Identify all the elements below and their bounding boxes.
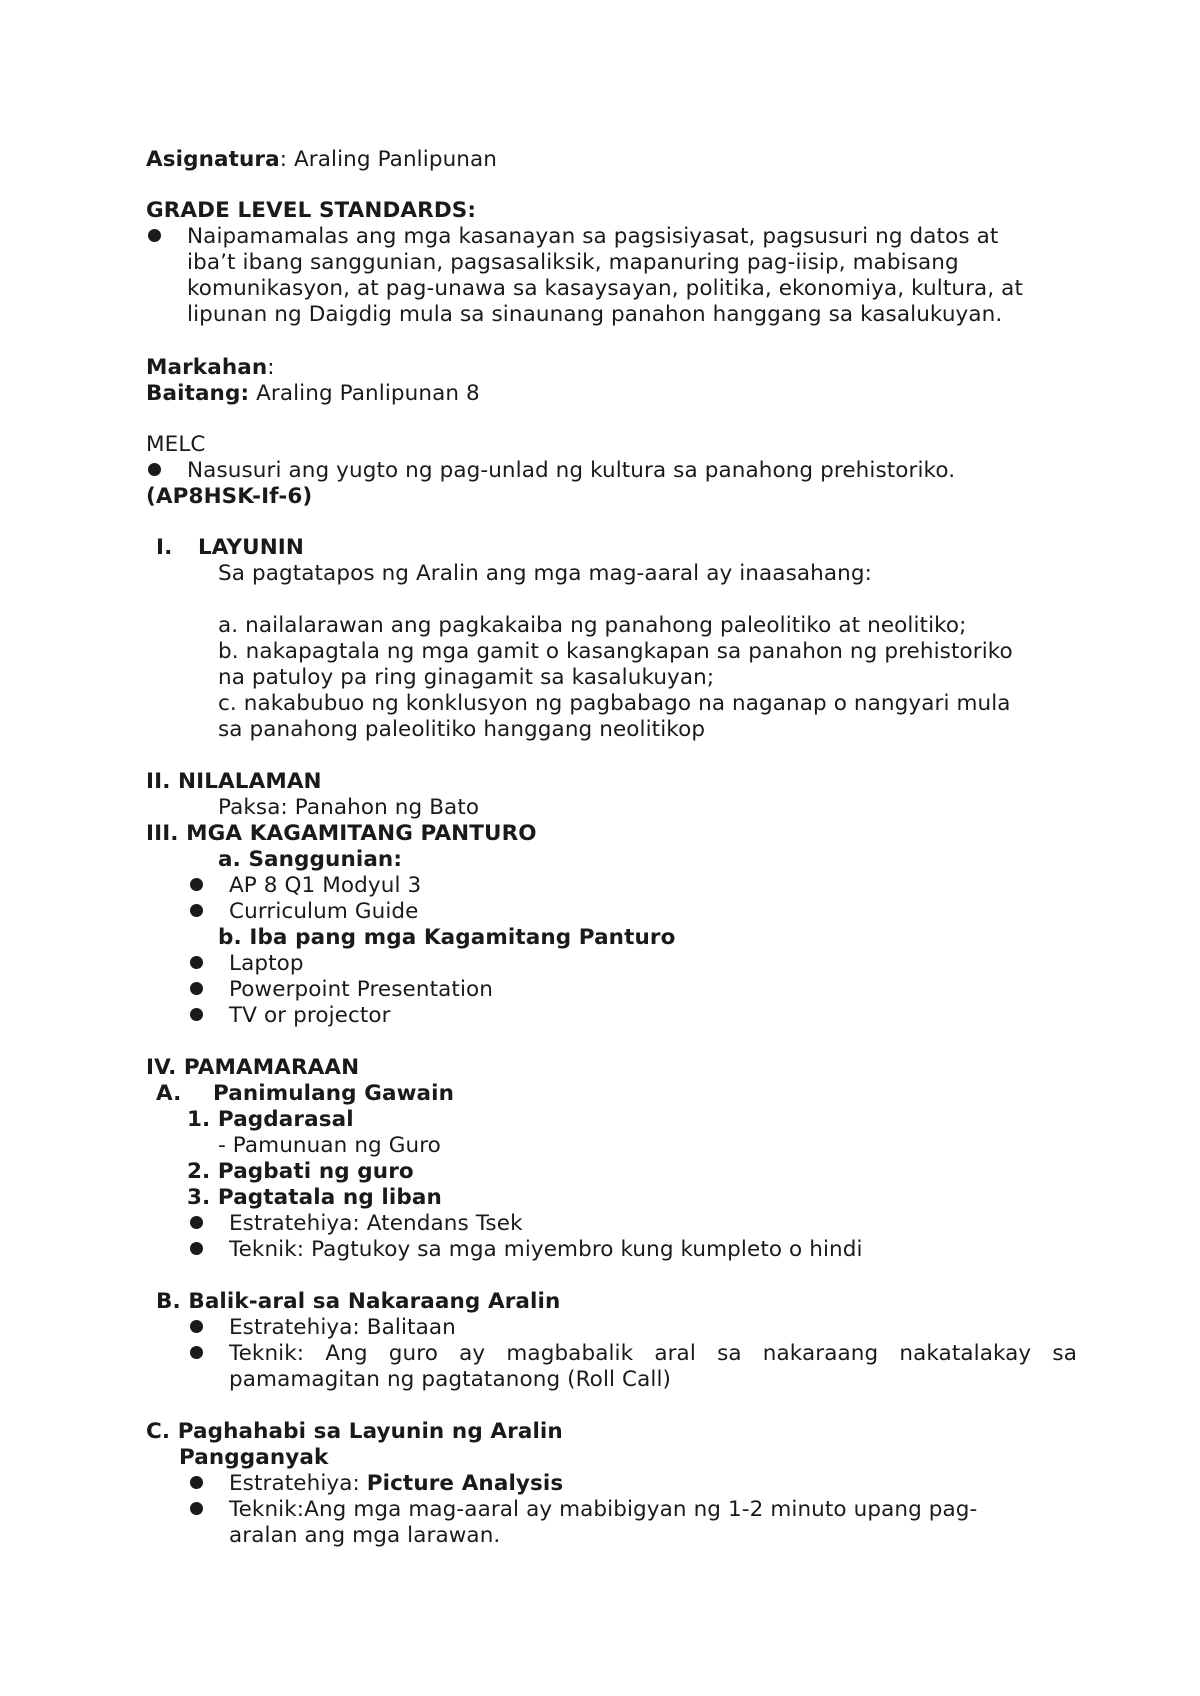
bullet-icon [190, 1320, 203, 1333]
kagamitan-item: TV or projector [229, 1003, 391, 1028]
bullet-icon [190, 904, 203, 917]
estratehiya-value: Picture Analysis [366, 1471, 564, 1496]
bullet-icon [190, 1476, 203, 1489]
sanggunian-label: a. Sanggunian: [218, 847, 403, 872]
section-b-teknik-line-2: pamamagitan ng pagtatanong (Roll Call) [229, 1367, 672, 1392]
sanggunian-item: AP 8 Q1 Modyul 3 [229, 873, 422, 898]
bullet-icon [148, 463, 161, 476]
layunin-line-b2: na patuloy pa ring ginagamit sa kasalukuyan; [218, 665, 715, 690]
gls-line-1: Naipamamalas ang mga kasanayan sa pagsisiyasat, pagsusuri ng datos at [187, 224, 999, 249]
gls-heading: GRADE LEVEL STANDARDS: [146, 198, 477, 223]
bullet-icon [148, 229, 161, 242]
baitang-label: Baitang: [146, 381, 250, 406]
layunin-numeral: I. [156, 535, 173, 560]
bullet-icon [190, 1216, 203, 1229]
layunin-intro: Sa pagtatapos ng Aralin ang mga mag-aaral ay inaasahang: [218, 561, 872, 586]
kagamitan-item: Laptop [229, 951, 304, 976]
sanggunian-item: Curriculum Guide [229, 899, 419, 924]
kagamitan-heading: III. MGA KAGAMITANG PANTURO [146, 821, 537, 846]
layunin-line-c2: sa panahong paleolitiko hanggang neolitikop [218, 717, 706, 742]
asignatura-value: Araling Panlipunan [294, 147, 498, 172]
pamamaraan-heading: IV. PAMAMARAAN [146, 1055, 360, 1080]
section-a-heading: Panimulang Gawain [213, 1081, 455, 1106]
melc-code: (AP8HSK-If-6) [146, 484, 313, 509]
layunin-line-c1: c. nakabubuo ng konklusyon ng pagbabago na naganap o nangyari mula [218, 691, 1011, 716]
gls-line-2: iba’t ibang sanggunian, pagsasaliksik, mapanuring pag-iisip, mabisang [187, 250, 959, 275]
baitang-line [146, 381, 480, 407]
section-c-teknik-line-1: Teknik:Ang mga mag-aaral ay mabibigyan ng 1-2 minuto upang pag- [229, 1497, 978, 1522]
section-a-item: Teknik: Pagtukoy sa mga miyembro kung kumpleto o hindi [229, 1237, 863, 1262]
section-a-item: Estratehiya: Atendans Tsek [229, 1211, 523, 1236]
section-b-teknik-line-1: Teknik: Ang guro ay magbabalik aral sa nakaraang nakatalakay sa [229, 1341, 1077, 1366]
gls-line-3: komunikasyon, at pag-unawa sa kasaysayan, politika, ekonomiya, kultura, at [187, 276, 1023, 301]
melc-heading: MELC [146, 432, 206, 457]
gls-line-4: lipunan ng Daigdig mula sa sinaunang panahon hanggang sa kasalukuyan. [187, 302, 1003, 327]
asignatura-line [146, 147, 497, 173]
bullet-icon [190, 1242, 203, 1255]
pagbati-label: 2. Pagbati ng guro [187, 1159, 414, 1184]
pagdarasal-note: - Pamunuan ng Guro [218, 1133, 441, 1158]
nilalaman-heading: II. NILALAMAN [146, 769, 322, 794]
section-b-item: Estratehiya: Balitaan [229, 1315, 456, 1340]
bullet-icon [190, 878, 203, 891]
melc-item: Nasusuri ang yugto ng pag-unlad ng kultura sa panahong prehistoriko. [187, 458, 956, 483]
pangganyak-label: Pangganyak [179, 1445, 329, 1470]
layunin-line-b1: b. nakapagtala ng mga gamit o kasangkapan sa panahon ng prehistoriko [218, 639, 1013, 664]
section-c-teknik-line-2: aralan ang mga larawan. [229, 1523, 501, 1548]
layunin-heading: LAYUNIN [198, 535, 304, 560]
pagtatala-label: 3. Pagtatala ng liban [187, 1185, 442, 1210]
pagdarasal-label: 1. Pagdarasal [187, 1107, 354, 1132]
section-c-heading: C. Paghahabi sa Layunin ng Aralin [146, 1419, 563, 1444]
markahan-sep: : [267, 355, 275, 380]
bullet-icon [190, 1502, 203, 1515]
bullet-icon [190, 1346, 203, 1359]
nilalaman-paksa: Paksa: Panahon ng Bato [218, 795, 480, 820]
markahan-line [146, 355, 275, 381]
iba-pang-kagamitan-label: b. Iba pang mga Kagamitang Panturo [218, 925, 676, 950]
layunin-line-a: a. nailalarawan ang pagkakaiba ng panahong paleolitiko at neolitiko; [218, 613, 967, 638]
asignatura-label: Asignatura [146, 147, 280, 172]
section-a-letter: A. [156, 1081, 182, 1106]
bullet-icon [190, 982, 203, 995]
baitang-value: Araling Panlipunan 8 [249, 381, 480, 406]
asignatura-sep: : [279, 147, 294, 172]
estratehiya-label: Estratehiya: [229, 1471, 367, 1496]
section-c-estratehiya [229, 1471, 563, 1497]
bullet-icon [190, 1008, 203, 1021]
markahan-label: Markahan [146, 355, 268, 380]
bullet-icon [190, 956, 203, 969]
kagamitan-item: Powerpoint Presentation [229, 977, 493, 1002]
section-b-heading: B. Balik-aral sa Nakaraang Aralin [156, 1289, 561, 1314]
